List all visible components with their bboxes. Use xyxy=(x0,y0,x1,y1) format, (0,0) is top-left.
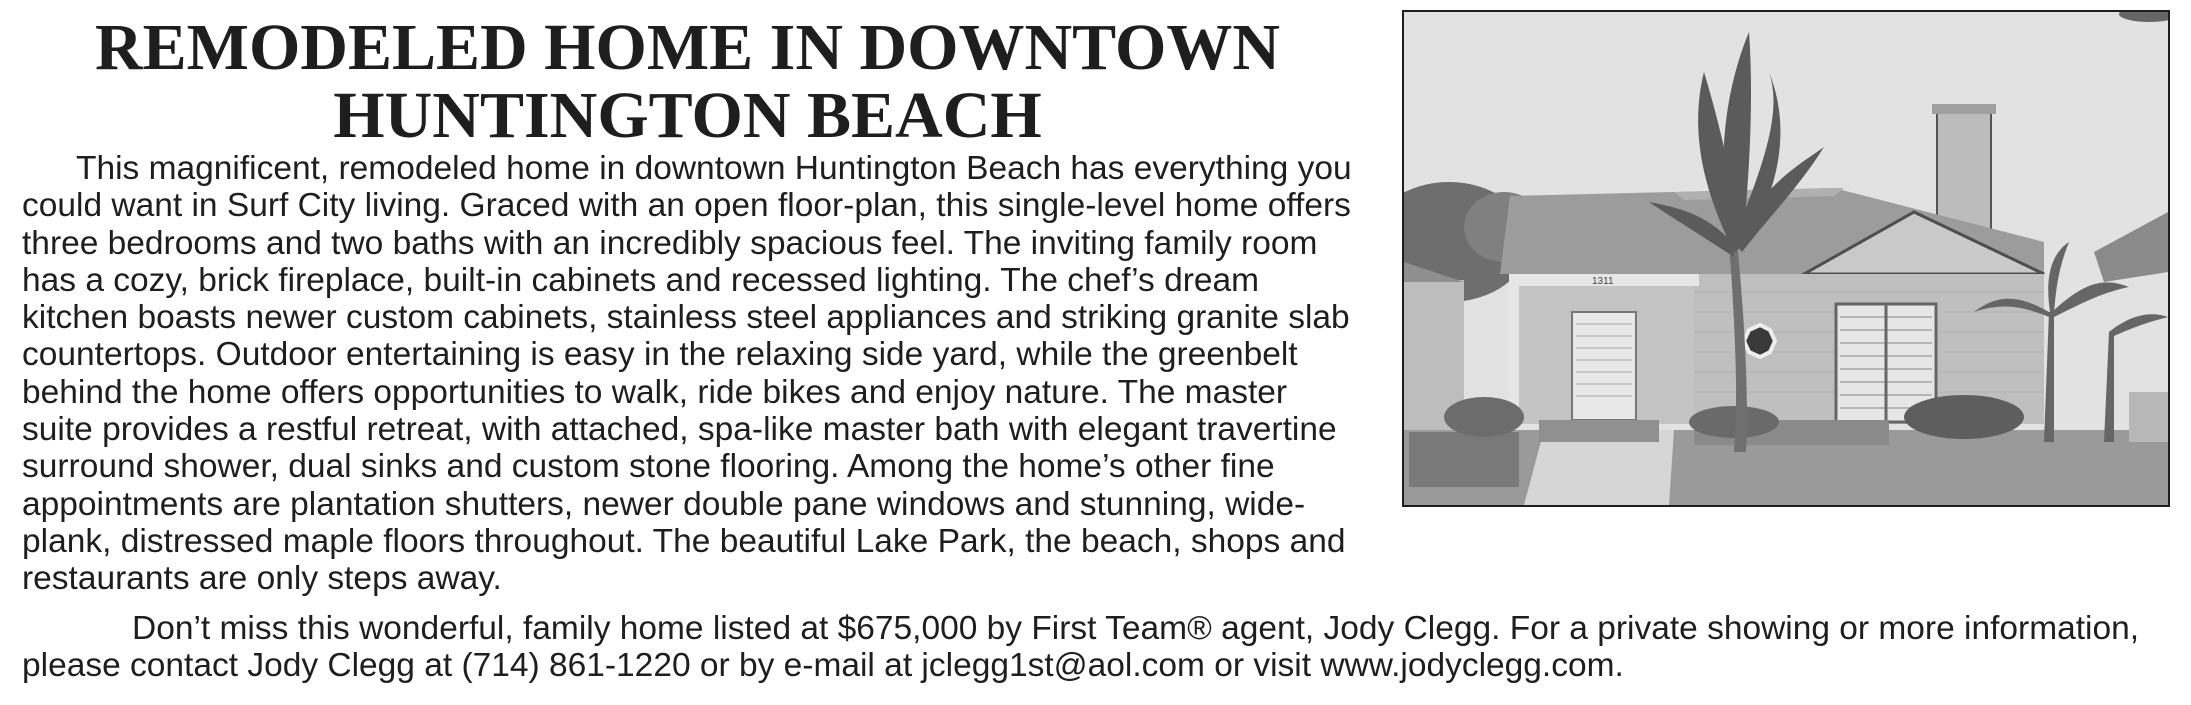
article-body xyxy=(22,150,1367,598)
article-paragraph-1 xyxy=(22,150,1367,598)
article-body-continued xyxy=(22,610,2182,685)
headline: REMODELED HOME IN DOWNTOWN HUNTINGTON BEACH xyxy=(94,11,1281,152)
octagon-window xyxy=(1744,325,1775,357)
front-door xyxy=(1572,312,1636,420)
house-number: 1311 xyxy=(1592,276,1614,287)
house-photo xyxy=(1402,10,2170,507)
paragraph-1-text: This magnificent, remodeled home in downtown Huntington Beach has everything you could want in Surf City living. Graced with an open floor-plan, this single-level home offers three bedrooms and two baths with an incredibly spacious feel. The inviting family room has a cozy, brick fireplace, built-in cabinets and recessed lighting. The chef’s dream kitchen boasts newer custom cabinets, stainless steel appliances and striking granite slab countertops. Outdoor entertaining is easy in the relaxing side yard, while the greenbelt behind the home offers opportunities to walk, ride bikes and enjoy nature. The master suite provides a restful retreat, with attached, spa-like master bath with elegant travertine surround shower, dual sinks and custom stone flooring. Among the home’s other fine appointments are plantation shutters, newer double pane windows and stunning, wide-plank, distressed maple floors throughout. The beautiful Lake Park, the beach, shops and restaurants are only steps away. xyxy=(22,150,1352,598)
article-paragraph-2 xyxy=(22,610,2182,685)
paragraph-2-text: Don’t miss this wonderful, family home listed at $675,000 by First Team® agent, Jody Clegg. For a private showing or more information, please contact Jody Clegg at (714) 861-1220 or by e-mail at jclegg1st@aol.com or visit www.jodyclegg.com. xyxy=(22,610,2140,685)
